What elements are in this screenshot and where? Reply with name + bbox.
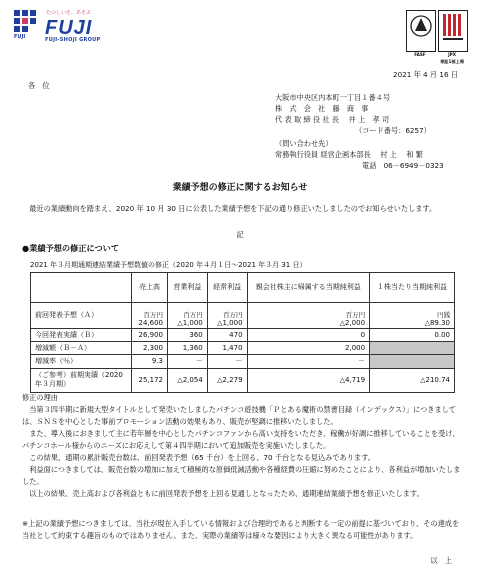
table-row [31,303,455,329]
reason-paragraph: この結果、通期の累計販売台数は、前回発表予想（65 千台）を上回る、70 千台となる見込みであります。 [22,453,375,462]
table-caption: 2021 年３月期通期連結業績予想数値の修正（2020 年４月１日～2021 年３月 31 日） [30,261,307,269]
cell-value: － [168,355,208,368]
sender-address: 大阪市中央区内本町一丁目１番４号 [275,93,391,102]
cell-value: 2,300 [132,342,168,355]
ki-mark: 記 [236,230,244,239]
cell-value: 2,000 [247,342,370,355]
disclaimer-note: ※上記の業績予想につきましては、当社が現在入手している情報および合理的であると判断する一定の前提に基づいており、その達成を当社として約束する趣旨のものではありません。また、実際の業績等は様々な要因により大きく異なる可能性があります。 [22,519,460,540]
cell-value: 0.00 [370,329,455,342]
table-row [31,342,455,355]
jpx-label: JPX [448,52,456,57]
cell-value: 百万円 24,600 [132,303,168,329]
table-row [31,329,455,342]
jpx-sub-label: 東証1部上場 [440,59,464,64]
cell-value: 百万円 △1,000 [168,303,208,329]
cell-value: 25,172 [132,368,168,392]
row-label: （ご参考）前期実績（2020 年３月期） [31,368,132,392]
cell-value: 26,900 [132,329,168,342]
intro-paragraph: 最近の業績動向を踏まえ、2020 年 10 月 30 日に公表した業績予想を下記の通り修正いたしましたのでお知らせいたします。 [22,204,437,213]
sender-code: （コード番号：6257） [355,126,431,135]
table-header-row [31,273,455,303]
table-header-operating-profit: 営業利益 [168,273,208,303]
table-header-net-income: 親会社株主に帰属する当期純利益 [247,273,370,303]
contact-person: 常務執行役員 経営企画本部長 村 上 和 繁 [275,150,423,159]
cell-value: △2,054 [168,368,208,392]
logo-small-text: FUJI [14,34,26,40]
jpx-badge-icon [438,10,468,52]
cell-value: － [247,355,370,368]
document-title: 業績予想の修正に関するお知らせ [172,183,308,193]
fasf-badge-icon [406,10,436,52]
cell-value: 9.3 [132,355,168,368]
forecast-table [30,272,455,393]
row-label: 前回発表予想（Ａ） [31,303,132,329]
sender-company: 株 式 会 社 藤 商 事 [275,104,369,113]
cell-value: 1,360 [168,342,208,355]
cell-value: － [207,355,247,368]
table-header-ordinary-profit: 経常利益 [207,273,247,303]
cell-value: △2,279 [207,368,247,392]
table-header-eps: １株当たり当期純利益 [370,273,455,303]
cell-value: 百万円 △1,000 [207,303,247,329]
cell-value-blank [370,355,455,368]
cell-value: 360 [168,329,208,342]
fasf-label: FASF [414,52,426,57]
section-heading: ●業績予想の修正について [22,243,120,253]
row-label: 増減率（％） [31,355,132,368]
logo-tagline: たのしいを、あそぶ [46,10,92,16]
addressee: 各 位 [28,81,50,90]
reason-paragraph: また、導入後におきまして主に若年層を中心としたパチンコファンから高い支持をいただき、稼働が好調に推移していることを受け、パチンコホール様からのニーズにお応えして第４四半期において追加販売を実施いたしました。 [22,429,460,450]
table-row [31,355,455,368]
certification-badges [366,10,466,68]
sender-representative: 代 表 取 締 役 社 長 井 上 孝 司 [275,115,390,124]
cell-value: △4,719 [247,368,370,392]
table-row [31,368,455,392]
cell-value: 1,470 [207,342,247,355]
reason-paragraph: 以上の結果、売上高および各利益ともに前回発表予想を上回る見通しとなったため、通期連結業績予想を修正いたします。 [22,489,424,498]
cell-value: 百万円 △2,000 [247,303,370,329]
table-header-sales: 売上高 [132,273,168,303]
table-header-blank [31,273,132,303]
reason-heading: 修正の理由 [22,393,58,402]
document-date: 2021 年 4 月 16 日 [393,70,458,79]
cell-value: 470 [207,329,247,342]
cell-value: 円銭 △89.30 [370,303,455,329]
reason-paragraph: 当第３四半期に新規大型タイトルとして発売いたしましたパチンコ遊技機「Ｐとある魔術の禁書目録（インデックス）」につきましては、ＳＮＳを中心とした事前プロモーション活動の効果もあり、販売が堅調に推移いたしました。 [22,405,456,426]
logo-subtext: FUJI-SHOJI GROUP [45,37,101,43]
cell-value-blank [370,342,455,355]
ijou-mark: 以 上 [430,556,452,565]
cell-value: 0 [247,329,370,342]
contact-tel: 電話 06－6949－0323 [362,161,444,170]
cell-value: △210.74 [370,368,455,392]
row-label: 増減額（Ｂ－Ａ） [31,342,132,355]
row-label: 今回発表実績（Ｂ） [31,329,132,342]
logo-text: FUJI [45,17,93,39]
reason-paragraph: 利益面につきましては、販売台数の増加に加えて積極的な原価低減活動や各種経費の圧縮に努めたことにより、各利益が増加いたしました。 [22,465,461,486]
contact-label: （問い合わせ先） [275,139,333,148]
